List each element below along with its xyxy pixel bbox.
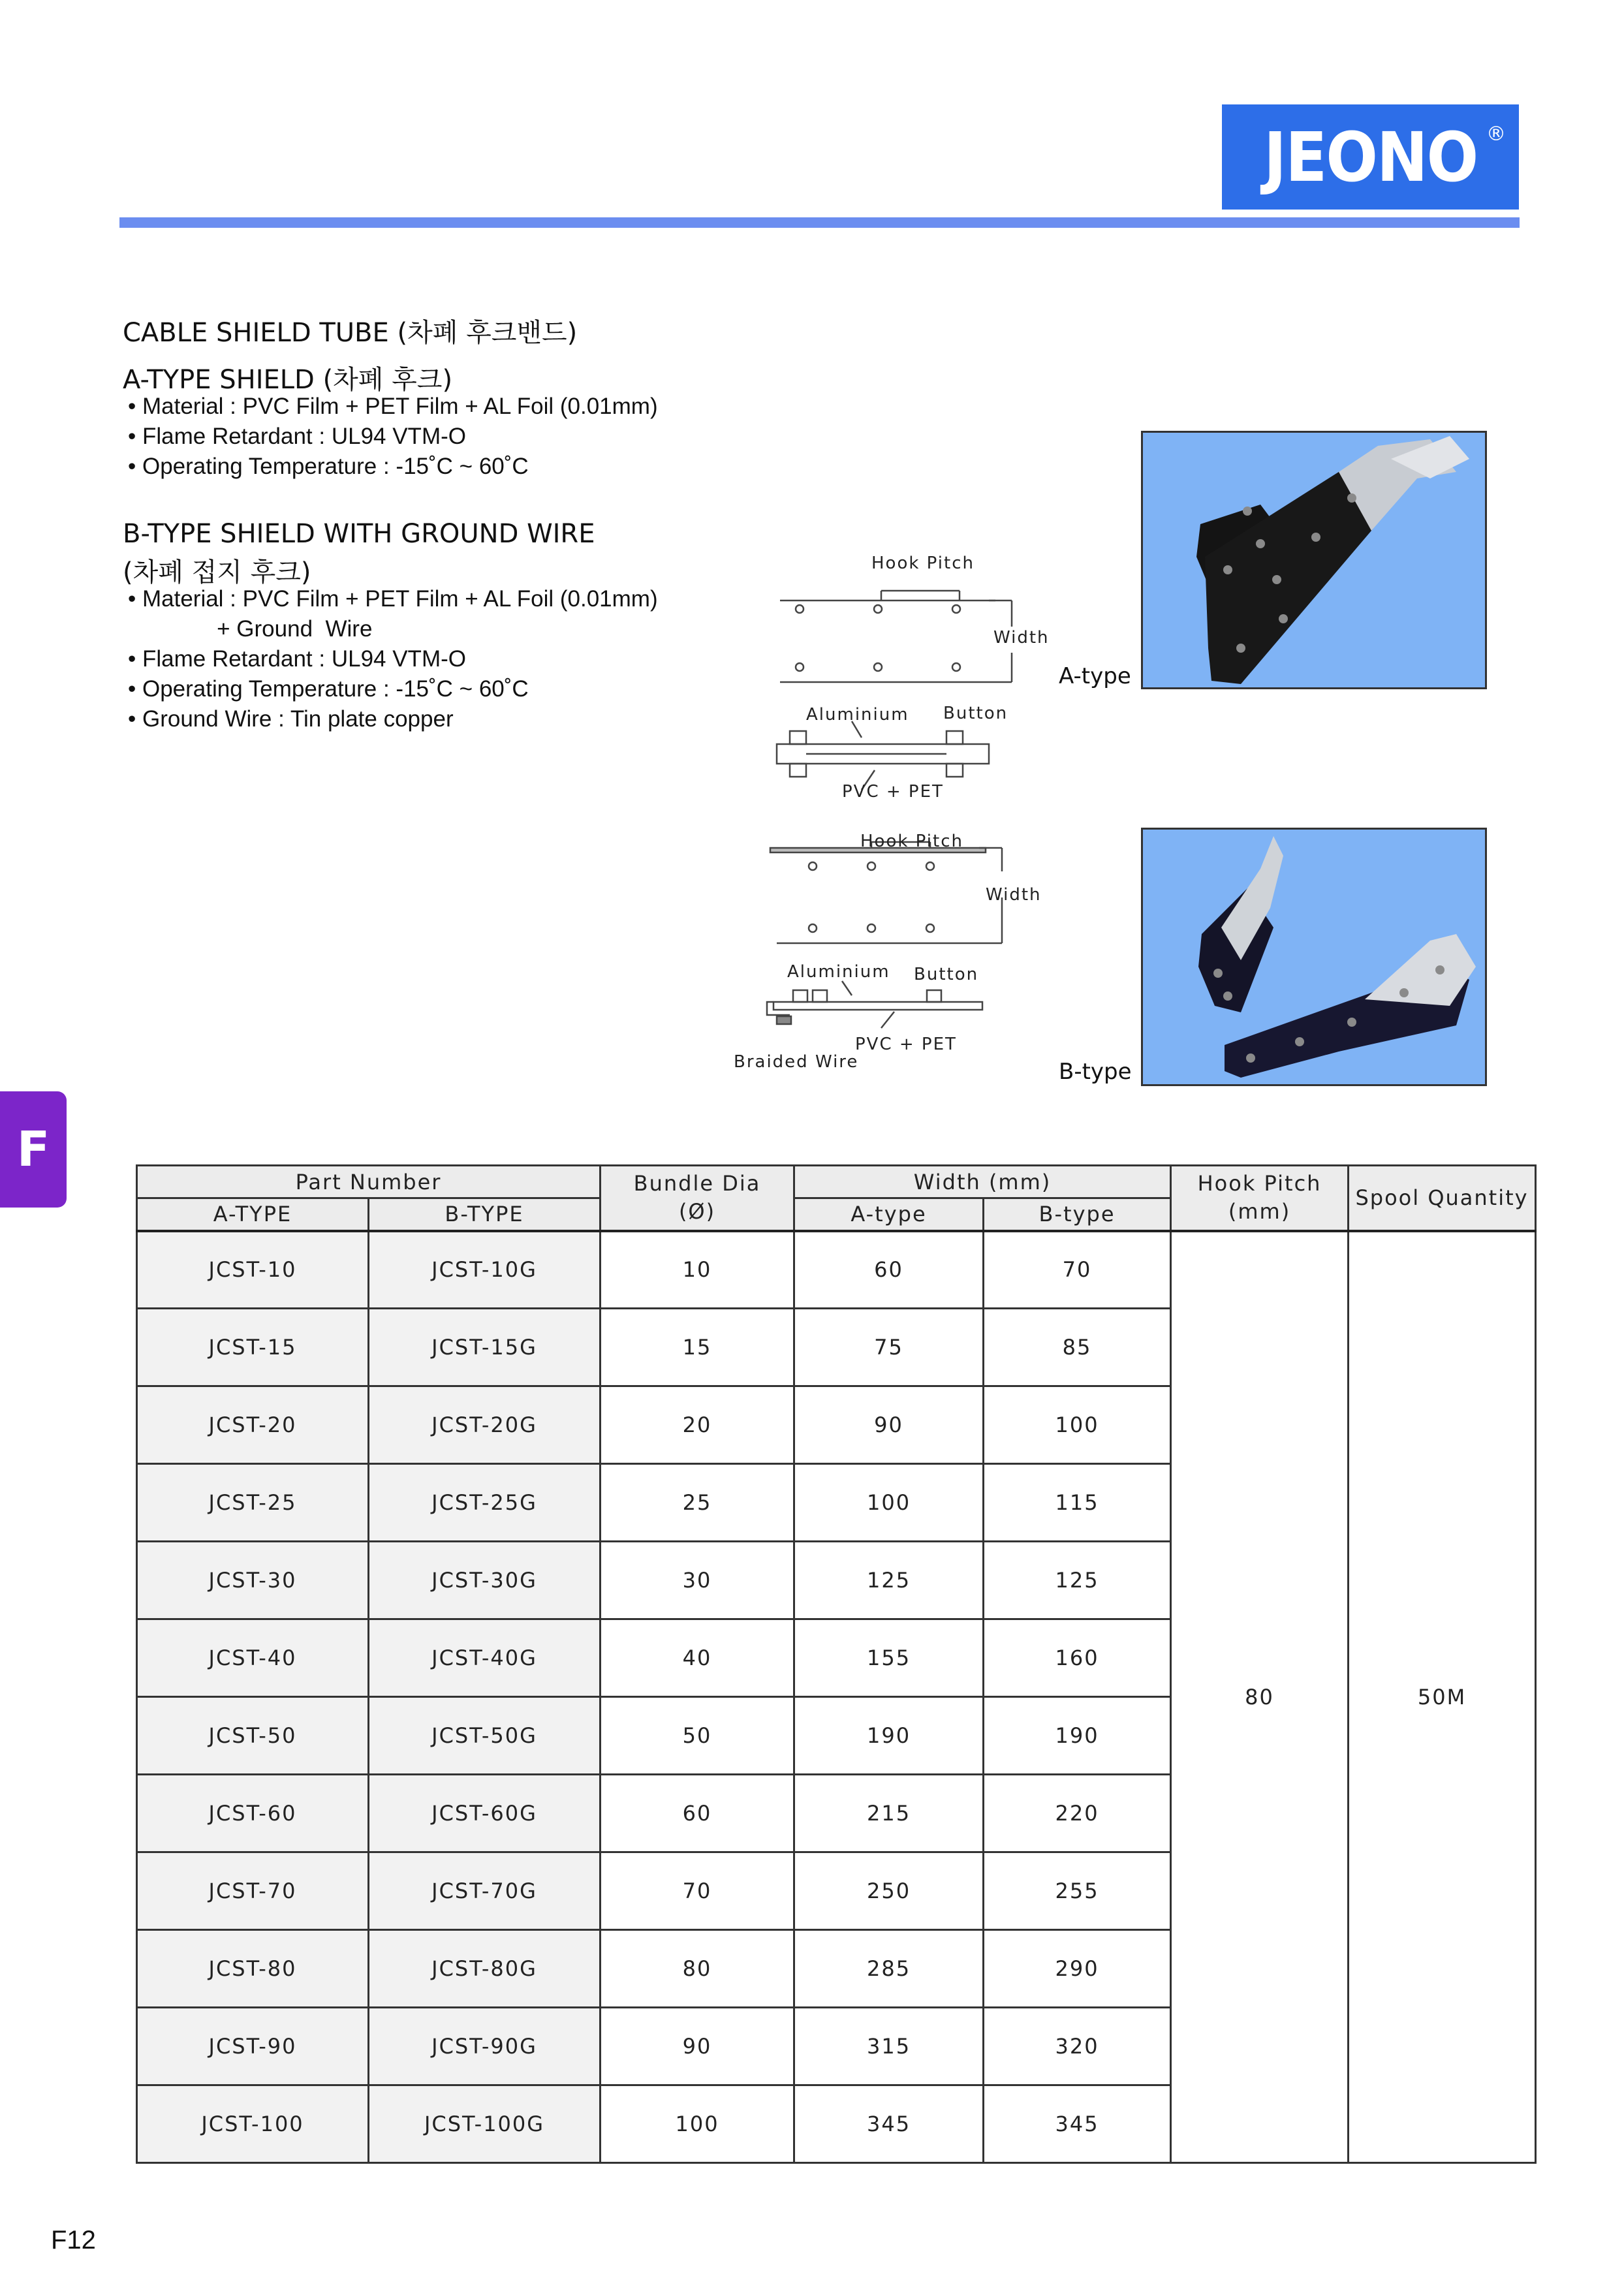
bundle-dia-cell: 10 xyxy=(601,1231,794,1309)
width-b-cell: 125 xyxy=(984,1542,1171,1619)
part-number-b-cell: JCST-15G xyxy=(369,1309,601,1386)
b-type-bullet-flame: • Flame Retardant : UL94 VTM-O xyxy=(128,646,466,672)
header-spool: Spool Quantity xyxy=(1349,1166,1536,1231)
spec-table xyxy=(136,1164,1537,2164)
width-a-cell: 190 xyxy=(794,1697,984,1775)
part-number-b-cell: JCST-20G xyxy=(369,1386,601,1464)
width-b-cell: 70 xyxy=(984,1231,1171,1309)
width-a-cell: 285 xyxy=(794,1930,984,2008)
width-a-cell: 250 xyxy=(794,1852,984,1930)
part-number-b-cell: JCST-30G xyxy=(369,1542,601,1619)
table-row xyxy=(137,1231,1536,1309)
header-bundle-dia-unit: (Ø) xyxy=(678,1199,716,1224)
part-number-a-cell: JCST-20 xyxy=(137,1386,369,1464)
brand-name: JEONO xyxy=(1263,117,1478,197)
b-type-diagram xyxy=(764,839,1051,1054)
part-number-a-cell: JCST-30 xyxy=(137,1542,369,1619)
a-type-heading: A-TYPE SHIELD (차폐 후크) xyxy=(123,365,453,395)
b-aluminium-label: Aluminium xyxy=(787,962,890,982)
bundle-dia-cell: 25 xyxy=(601,1464,794,1542)
brand-logo xyxy=(1222,104,1519,210)
width-b-cell: 100 xyxy=(984,1386,1171,1464)
registered-mark: ® xyxy=(1486,123,1506,146)
b-type-heading: B-TYPE SHIELD WITH GROUND WIRE xyxy=(123,519,595,549)
a-hook-pitch-label: Hook Pitch xyxy=(871,554,975,573)
a-type-shield-image xyxy=(1143,433,1485,687)
header-bundle-dia-label: Bundle Dia xyxy=(633,1171,761,1196)
a-type-bullet-flame: • Flame Retardant : UL94 VTM-O xyxy=(128,424,466,449)
part-number-b-cell: JCST-90G xyxy=(369,2008,601,2085)
part-number-a-cell: JCST-90 xyxy=(137,2008,369,2085)
bundle-dia-cell: 100 xyxy=(601,2085,794,2163)
spool-value-cell: 50M xyxy=(1349,1231,1536,2163)
b-type-photo xyxy=(1141,828,1487,1086)
part-number-a-cell: JCST-10 xyxy=(137,1231,369,1309)
part-number-a-cell: JCST-25 xyxy=(137,1464,369,1542)
a-type-photo xyxy=(1141,431,1487,689)
width-b-cell: 255 xyxy=(984,1852,1171,1930)
width-a-cell: 345 xyxy=(794,2085,984,2163)
bundle-dia-cell: 90 xyxy=(601,2008,794,2085)
bundle-dia-cell: 60 xyxy=(601,1775,794,1852)
header-a-type: A-TYPE xyxy=(137,1198,369,1231)
width-a-cell: 215 xyxy=(794,1775,984,1852)
width-a-cell: 75 xyxy=(794,1309,984,1386)
header-hook-pitch xyxy=(1171,1166,1349,1231)
header-bundle-dia xyxy=(601,1166,794,1231)
part-number-a-cell: JCST-60 xyxy=(137,1775,369,1852)
width-b-cell: 115 xyxy=(984,1464,1171,1542)
part-number-a-cell: JCST-100 xyxy=(137,2085,369,2163)
b-type-bullet-material: • Material : PVC Film + PET Film + AL Foil (0.01mm) xyxy=(128,586,658,612)
b-braided-wire-label: Braided Wire xyxy=(734,1052,859,1072)
bundle-dia-cell: 50 xyxy=(601,1697,794,1775)
a-type-diagram xyxy=(770,581,1044,816)
part-number-b-cell: JCST-70G xyxy=(369,1852,601,1930)
header-hook-pitch-label: Hook Pitch xyxy=(1197,1171,1322,1196)
header-width-b: B-type xyxy=(984,1198,1171,1231)
b-type-bullet-wire: • Ground Wire : Tin plate copper xyxy=(128,706,454,732)
width-a-cell: 90 xyxy=(794,1386,984,1464)
bundle-dia-cell: 80 xyxy=(601,1930,794,2008)
part-number-a-cell: JCST-40 xyxy=(137,1619,369,1697)
width-a-cell: 155 xyxy=(794,1619,984,1697)
hook-pitch-value-cell: 80 xyxy=(1171,1231,1349,2163)
header-rule xyxy=(119,217,1520,228)
part-number-a-cell: JCST-50 xyxy=(137,1697,369,1775)
part-number-b-cell: JCST-80G xyxy=(369,1930,601,2008)
width-b-cell: 320 xyxy=(984,2008,1171,2085)
part-number-b-cell: JCST-40G xyxy=(369,1619,601,1697)
b-type-label: B-type xyxy=(1059,1059,1132,1085)
b-type-shield-image xyxy=(1143,830,1485,1084)
a-button-label: Button xyxy=(943,704,1008,723)
b-hook-pitch-label: Hook Pitch xyxy=(860,832,963,851)
a-pvc-pet-label: PVC + PET xyxy=(842,782,944,802)
a-type-bullet-material: • Material : PVC Film + PET Film + AL Foil (0.01mm) xyxy=(128,394,658,419)
bundle-dia-cell: 70 xyxy=(601,1852,794,1930)
table-body xyxy=(137,1231,1536,2163)
bundle-dia-cell: 15 xyxy=(601,1309,794,1386)
a-type-bullet-temp: • Operating Temperature : -15˚C ~ 60˚C xyxy=(128,454,529,479)
width-b-cell: 160 xyxy=(984,1619,1171,1697)
width-b-cell: 85 xyxy=(984,1309,1171,1386)
part-number-b-cell: JCST-50G xyxy=(369,1697,601,1775)
header-width-a: A-type xyxy=(794,1198,984,1231)
part-number-a-cell: JCST-80 xyxy=(137,1930,369,2008)
width-b-cell: 345 xyxy=(984,2085,1171,2163)
part-number-b-cell: JCST-25G xyxy=(369,1464,601,1542)
header-width: Width (mm) xyxy=(794,1166,1171,1198)
width-a-cell: 125 xyxy=(794,1542,984,1619)
section-tab-letter: F xyxy=(16,1121,50,1178)
a-aluminium-label: Aluminium xyxy=(806,705,909,725)
b-type-bullet-ground: + Ground Wire xyxy=(128,616,373,642)
part-number-a-cell: JCST-15 xyxy=(137,1309,369,1386)
b-width-label: Width xyxy=(986,885,1042,905)
part-number-b-cell: JCST-10G xyxy=(369,1231,601,1309)
header-hook-pitch-unit: (mm) xyxy=(1228,1199,1291,1224)
bundle-dia-cell: 40 xyxy=(601,1619,794,1697)
width-b-cell: 190 xyxy=(984,1697,1171,1775)
a-type-label: A-type xyxy=(1059,663,1131,689)
a-width-label: Width xyxy=(993,628,1050,647)
section-tab xyxy=(0,1091,67,1208)
header-b-type: B-TYPE xyxy=(369,1198,601,1231)
b-pvc-pet-label: PVC + PET xyxy=(855,1035,957,1054)
width-a-cell: 100 xyxy=(794,1464,984,1542)
b-type-bullet-temp: • Operating Temperature : -15˚C ~ 60˚C xyxy=(128,676,529,702)
page-title: CABLE SHIELD TUBE (차폐 후크밴드) xyxy=(123,318,578,348)
width-b-cell: 220 xyxy=(984,1775,1171,1852)
page-number: F12 xyxy=(51,2226,96,2254)
b-button-label: Button xyxy=(914,965,979,984)
b-type-subheading: (차폐 접지 후크) xyxy=(123,557,311,587)
part-number-b-cell: JCST-60G xyxy=(369,1775,601,1852)
bundle-dia-cell: 30 xyxy=(601,1542,794,1619)
width-b-cell: 290 xyxy=(984,1930,1171,2008)
width-a-cell: 315 xyxy=(794,2008,984,2085)
header-part-number: Part Number xyxy=(137,1166,601,1198)
width-a-cell: 60 xyxy=(794,1231,984,1309)
bundle-dia-cell: 20 xyxy=(601,1386,794,1464)
part-number-a-cell: JCST-70 xyxy=(137,1852,369,1930)
part-number-b-cell: JCST-100G xyxy=(369,2085,601,2163)
